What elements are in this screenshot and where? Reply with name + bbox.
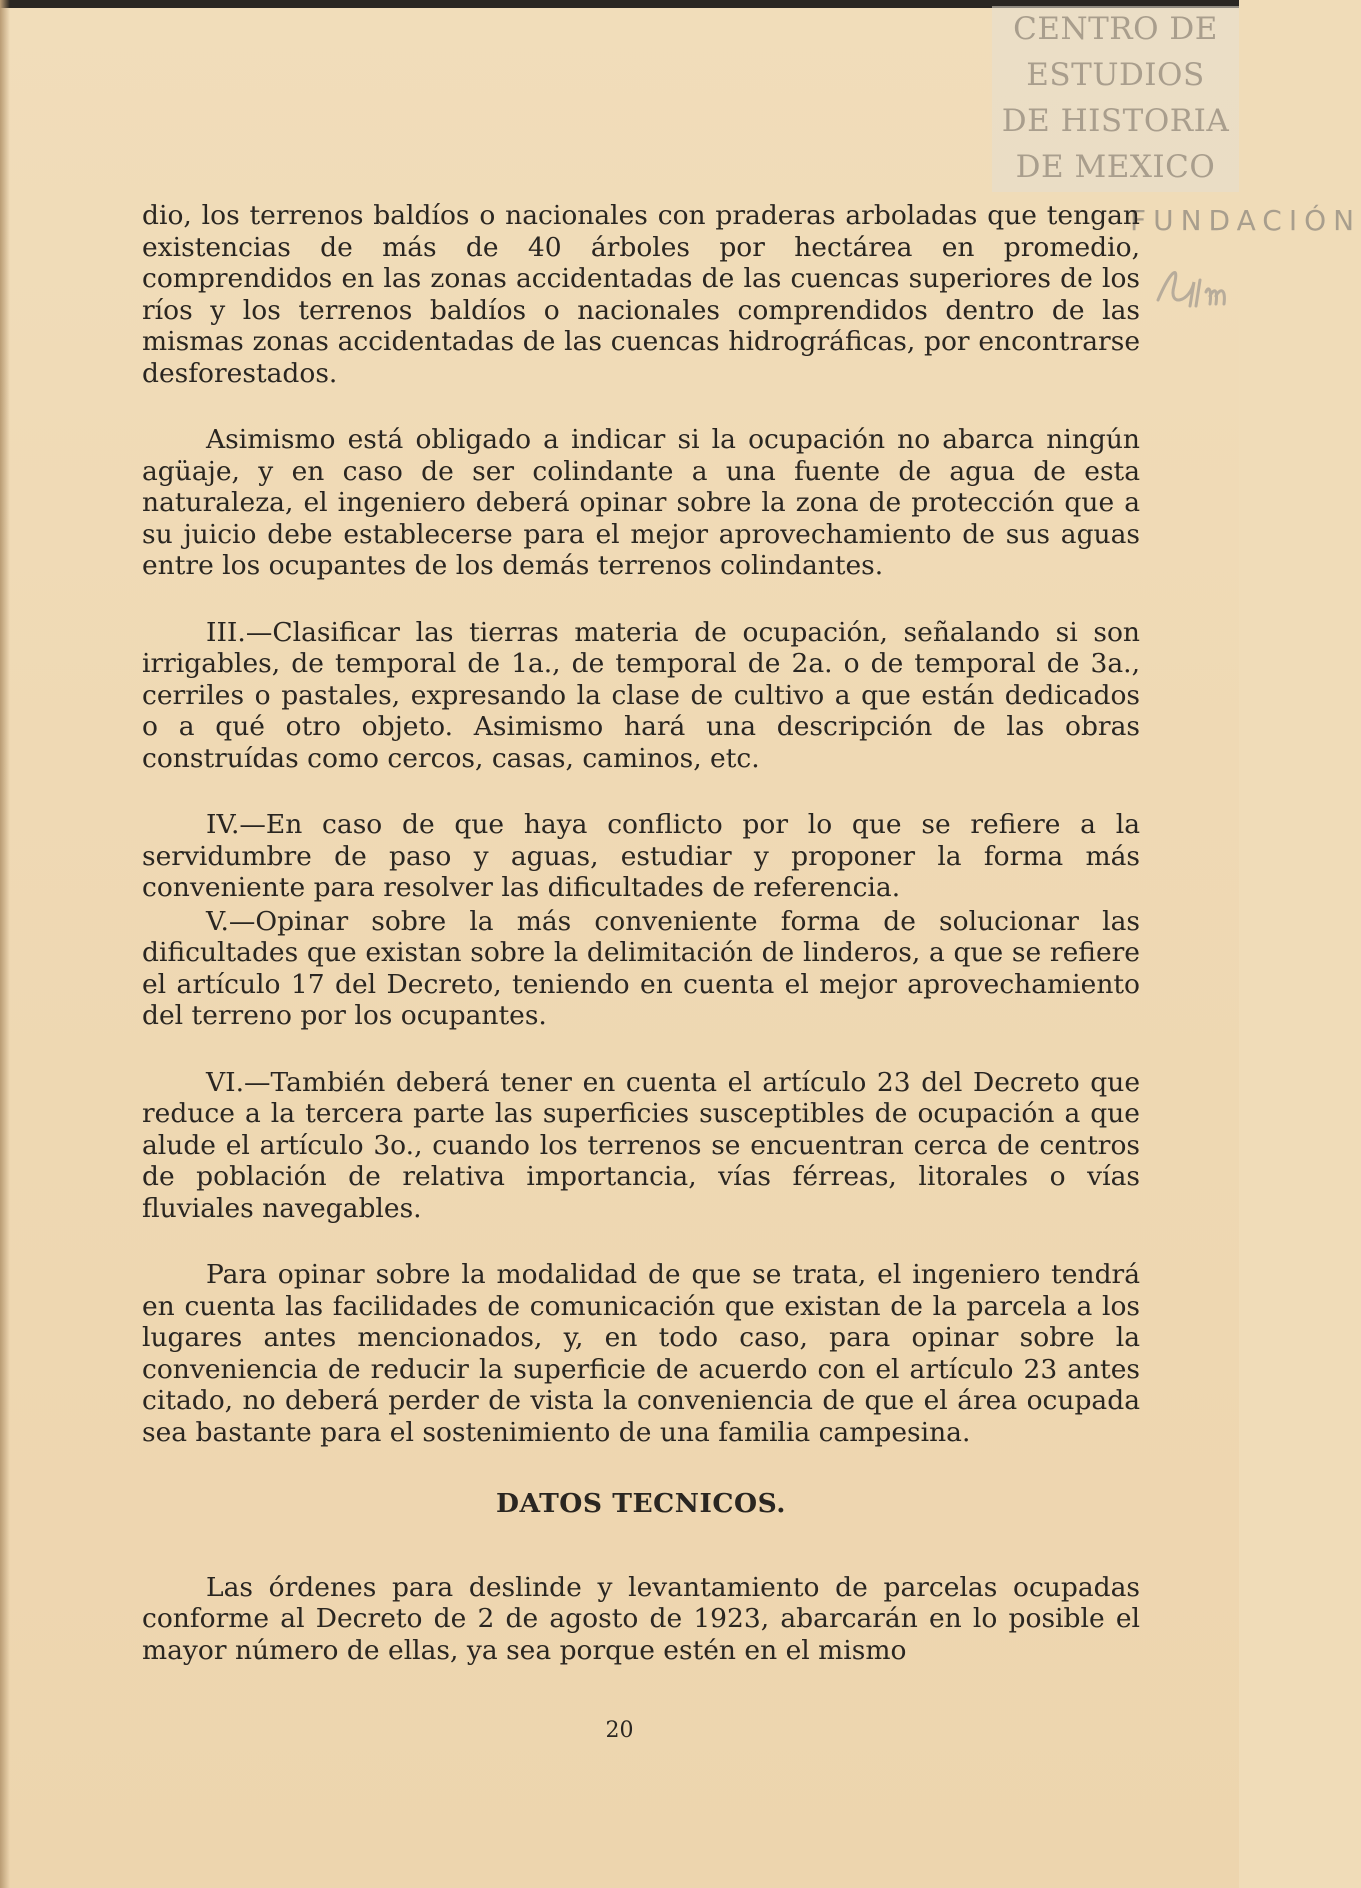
paragraph: Asimismo está obligado a indicar si la ocupación no abarca ningún agüaje, y en caso de ser colindante a una fuente de agua de esta naturaleza, el ingeniero deberá opinar sobre la zona de protección que a su juicio debe establecerse para el mejor aprovechamiento de sus aguas entre los ocupantes de los demás terrenos colindantes. — [142, 424, 1140, 581]
scan-left-edge — [0, 0, 10, 1888]
paragraph: dio, los terrenos baldíos o nacionales con praderas arboladas que tengan existencias de más de 40 árboles por hectárea en promedio, comprendidos en las zonas accidentadas de las cuencas superiores de los ríos y los terrenos baldíos o nacionales comprendidos dentro de las mismas zonas accidentadas de las cuencas hidrográficas, por encontrarse desforestados. — [142, 200, 1140, 389]
institution-watermark — [992, 6, 1239, 192]
foundation-watermark: FUNDACIÓN — [1130, 204, 1361, 237]
paragraph: IV.—En caso de que haya conflicto por lo que se refiere a la servidumbre de paso y aguas, estudiar y proponer la forma más conveniente para resolver las dificultades de referencia. — [142, 809, 1140, 903]
paragraph: III.—Clasificar las tierras materia de ocupación, señalando si son irrigables, de temporal de 1a., de temporal de 2a. o de temporal de 3a., cerriles o pastales, expresando la clase de cultivo a que están dedicados o a qué otro objeto. Asimismo hará una descripción de las obras construídas como cercos, casas, caminos, etc. — [142, 616, 1140, 774]
watermark-line: DE HISTORIA — [1001, 103, 1230, 139]
watermark-line: ESTUDIOS — [1026, 57, 1205, 93]
section-heading: DATOS TECNICOS. — [496, 1488, 786, 1519]
paragraph: VI.—También deberá tener en cuenta el artículo 23 del Decreto que reduce a la tercera parte las superficies susceptibles de ocupación a que alude el artículo 3o., cuando los terrenos se encuentran cerca de centros de población de relativa importancia, vías férreas, litorales o vías fluviales navegables. — [142, 1066, 1140, 1224]
signature-watermark-icon — [1150, 252, 1230, 322]
paragraph: V.—Opinar sobre la más conveniente forma de solucionar las dificultades que existan sobre la delimitación de linderos, a que se refiere el artículo 17 del Decreto, teniendo en cuenta el mejor aprovechamiento del terreno por los ocupantes. — [142, 905, 1140, 1031]
paragraph: Para opinar sobre la modalidad de que se trata, el ingeniero tendrá en cuenta las facilidades de comunicación que existan de la parcela a los lugares antes mencionados, y, en todo caso, para opinar sobre la conveniencia de reducir la superficie de acuerdo con el artículo 23 antes citado, no deberá perder de vista la conveniencia de que el área ocupada sea bastante para el sostenimiento de una familia campesina. — [142, 1259, 1140, 1448]
watermark-line: CENTRO DE — [1013, 11, 1218, 47]
paragraph: Las órdenes para deslinde y levantamiento de parcelas ocupadas conforme al Decreto de 2 de agosto de 1923, abarcarán en lo posible el mayor número de ellas, ya sea porque estén en el mismo — [142, 1571, 1140, 1666]
watermark-line: DE MEXICO — [1015, 149, 1216, 185]
body-text — [142, 200, 1140, 1666]
page-number: 20 — [605, 1718, 634, 1743]
